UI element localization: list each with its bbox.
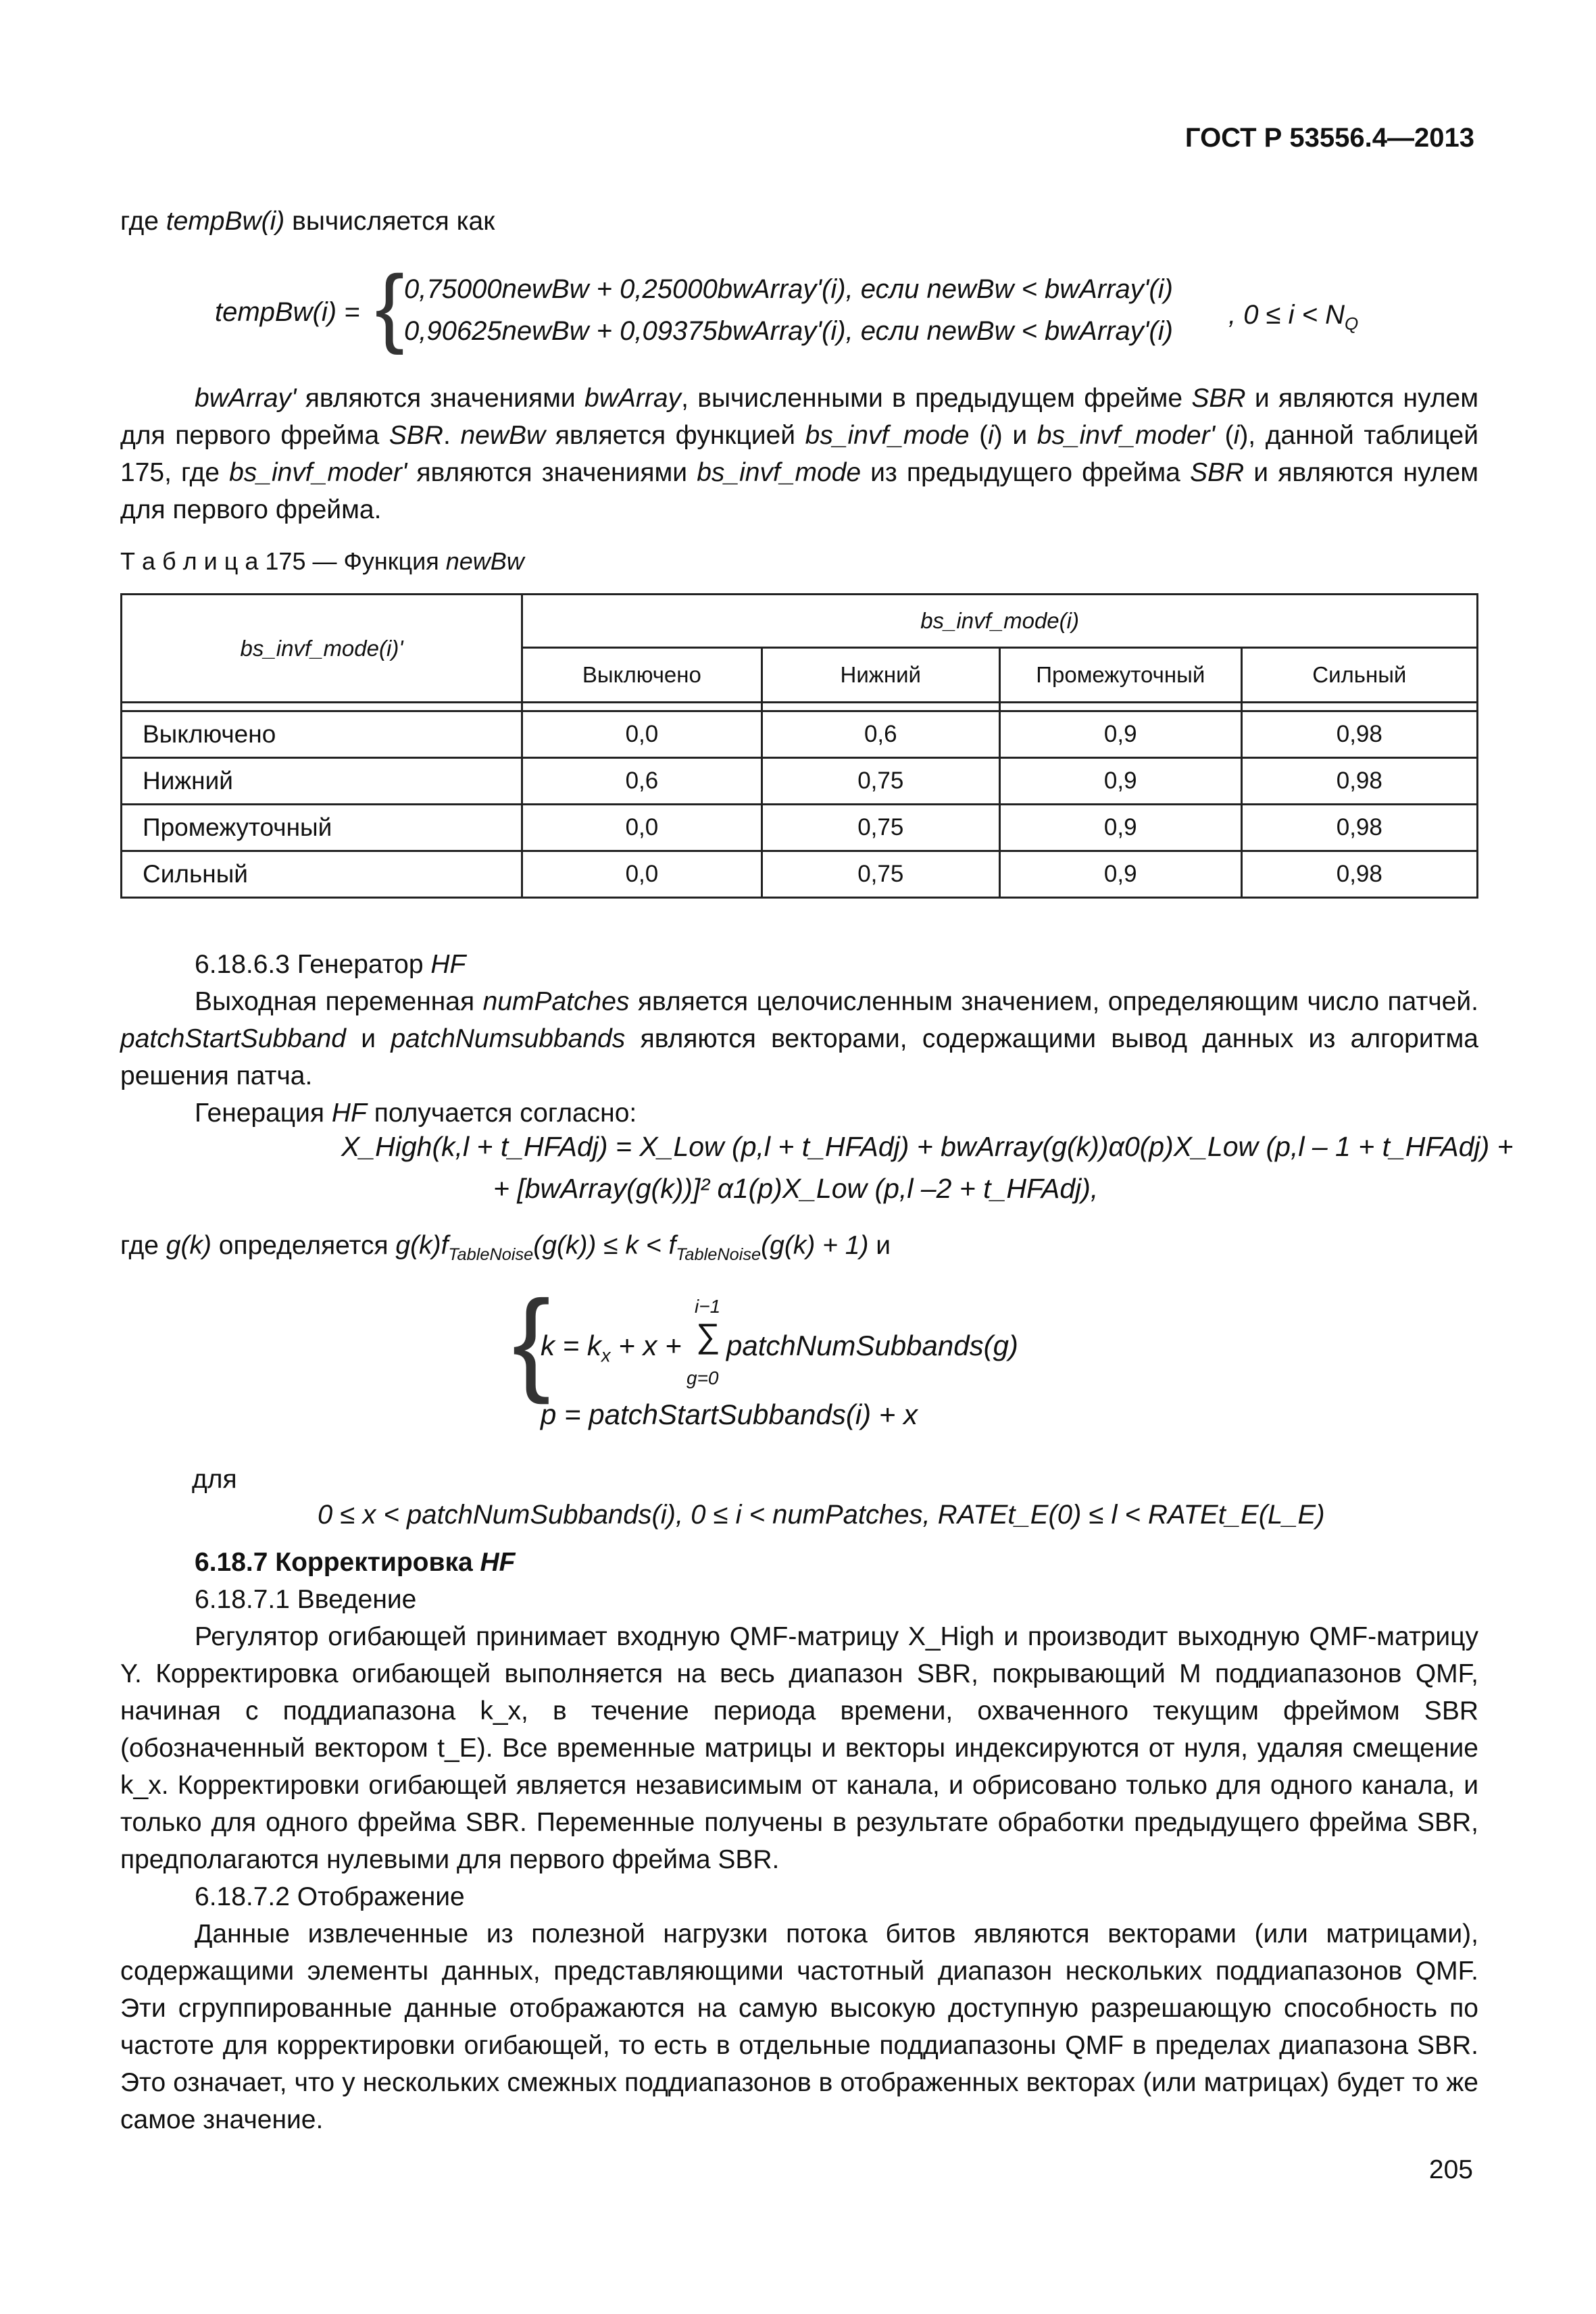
section-heading bbox=[120, 946, 1478, 983]
table-caption bbox=[120, 547, 524, 576]
var-bwarray: bwArray bbox=[584, 384, 682, 413]
intro-text: где bbox=[120, 207, 166, 236]
table-cell: 0,9 bbox=[999, 851, 1241, 898]
xhigh-formula-line1: X_High(k,l + t_HFAdj) = X_Low (p,l + t_HFAdj) + bwArray(g(k))α0(p)X_Low (p,l – 1 + t_HFAdj) + bbox=[341, 1131, 1514, 1162]
var-bwarray-prime: bwArray' bbox=[195, 384, 297, 413]
table-caption-label: Т а б л и ц а 175 — Функция bbox=[120, 547, 446, 575]
tempbw-condition bbox=[1228, 300, 1358, 334]
column-header: Выключено bbox=[522, 648, 762, 703]
text: и bbox=[345, 1024, 391, 1053]
xhigh-formula-line2: + [bwArray(g(k))]² α1(p)X_Low (p,l –2 + t_HFAdj), bbox=[493, 1173, 1099, 1204]
system-line2: p = patchStartSubbands(i) + x bbox=[541, 1399, 918, 1430]
for-word: для bbox=[192, 1465, 237, 1494]
table-cell: 0,98 bbox=[1241, 711, 1477, 758]
system-brace: { bbox=[512, 1277, 551, 1405]
expr: (g(k) + 1) bbox=[761, 1231, 869, 1260]
var-bs-invf-moder: bs_invf_moder' bbox=[1037, 421, 1216, 450]
row-label: Нижний bbox=[122, 758, 522, 805]
paragraph-mapping: Данные извлеченные из полезной нагрузки потока битов являются векторами (или матрицами), содержащими элементы данных, представляющими частотный диапазон нескольких поддиапазонов QMF. Эти сгруппированные данные отображаются на самую высокую доступную разрешающую способность по частоте для корректировки огибающей, то есть в отдельные поддиапазоны QMF в пределах диапазона SBR. Это означает, что у нескольких смежных поддиапазонов в отображенных векторах (или матрицах) будет то же самое значение. bbox=[120, 1919, 1478, 2134]
var-sbr: SBR bbox=[1189, 458, 1245, 487]
text: и являются нулем для первого фрейма bbox=[120, 384, 1479, 450]
tempbw-line1: 0,75000newBw + 0,25000bwArray'(i), если newBw < bwArray'(i) bbox=[404, 274, 1173, 304]
text: ), данной таблицей 175, где bbox=[120, 421, 1478, 487]
text: + x + bbox=[610, 1330, 682, 1361]
heading-var: HF bbox=[480, 1548, 516, 1577]
table-separator bbox=[122, 703, 1478, 711]
text: и являются нулем для первого фрейма. bbox=[120, 458, 1479, 524]
table-cell: 0,9 bbox=[999, 805, 1241, 851]
table-cell: 0,75 bbox=[762, 758, 999, 805]
heading-text: 6.18.6.3 Генератор bbox=[195, 950, 431, 979]
text: являются значениями bbox=[407, 458, 697, 487]
var-i: i bbox=[1233, 421, 1240, 450]
var-hf: HF bbox=[331, 1099, 367, 1128]
table-cell: 0,0 bbox=[522, 805, 762, 851]
section-heading bbox=[120, 1544, 1478, 1581]
table-header-row bbox=[122, 595, 1478, 648]
var-patchnumsubbands: patchNumsubbands bbox=[391, 1024, 626, 1053]
var-newbw: newBw bbox=[460, 421, 546, 450]
table-row bbox=[122, 711, 1478, 758]
intro-variable: tempBw(i) bbox=[166, 207, 285, 236]
subsection-heading: 6.18.7.2 Отображение bbox=[195, 1882, 465, 1911]
table-175 bbox=[120, 593, 1478, 899]
tempbw-line2: 0,90625newBw + 0,09375bwArray'(i), если newBw < bwArray'(i) bbox=[404, 316, 1173, 346]
table-cell: 0,0 bbox=[522, 711, 762, 758]
table-cell: 0,98 bbox=[1241, 851, 1477, 898]
row-label: Промежуточный bbox=[122, 805, 522, 851]
column-header: Нижний bbox=[762, 648, 999, 703]
var-sbr: SBR bbox=[1191, 384, 1246, 413]
var-sbr: SBR bbox=[389, 421, 443, 450]
heading-text: 6.18.7 Корректировка bbox=[195, 1548, 480, 1577]
table-cell: 0,0 bbox=[522, 851, 762, 898]
expr: (g(k)) ≤ k < f bbox=[533, 1231, 676, 1260]
system-line1-right: patchNumSubbands(g) bbox=[726, 1330, 1018, 1361]
text: ( bbox=[1215, 421, 1234, 450]
var-patchstartsubband: patchStartSubband bbox=[120, 1024, 346, 1053]
subsection-heading: 6.18.7.1 Введение bbox=[195, 1585, 417, 1614]
section-6-18-6-3 bbox=[120, 946, 1478, 1132]
text: Генерация bbox=[195, 1099, 332, 1128]
row-label: Сильный bbox=[122, 851, 522, 898]
sub: x bbox=[601, 1344, 611, 1366]
table-cell: 0,98 bbox=[1241, 805, 1477, 851]
expr: g(k)f bbox=[395, 1231, 449, 1260]
text: получается согласно: bbox=[366, 1099, 637, 1128]
heading-var: HF bbox=[430, 950, 466, 979]
table-cell: 0,6 bbox=[522, 758, 762, 805]
system-line1-left bbox=[541, 1330, 682, 1366]
text: являются значениями bbox=[296, 384, 585, 413]
table-cell: 0,6 bbox=[762, 711, 999, 758]
var-numpatches: numPatches bbox=[482, 987, 630, 1016]
text: . bbox=[443, 421, 461, 450]
var-bs-invf-moder: bs_invf_moder' bbox=[229, 458, 407, 487]
table-row bbox=[122, 851, 1478, 898]
sum-lower-limit: g=0 bbox=[687, 1367, 719, 1388]
sum-upper-limit: i−1 bbox=[695, 1296, 721, 1317]
text: Выходная переменная bbox=[195, 987, 483, 1016]
text: из предыдущего фрейма bbox=[861, 458, 1190, 487]
table-cell: 0,9 bbox=[999, 711, 1241, 758]
table-cell: 0,9 bbox=[999, 758, 1241, 805]
col-group-title: bs_invf_mode(i) bbox=[522, 595, 1478, 648]
column-header: Сильный bbox=[1241, 648, 1477, 703]
gk-definition bbox=[120, 1231, 891, 1265]
range-formula: 0 ≤ x < patchNumSubbands(i), 0 ≤ i < numPatches, RATEt_E(0) ≤ l < RATEt_E(L_E) bbox=[318, 1500, 1325, 1530]
text: где bbox=[120, 1231, 166, 1260]
table-caption-var: newBw bbox=[445, 547, 524, 575]
row-header-title: bs_invf_mode(i)' bbox=[122, 595, 522, 703]
table-row bbox=[122, 805, 1478, 851]
text: ) и bbox=[993, 421, 1037, 450]
page-number: 205 bbox=[1428, 2155, 1473, 2184]
text: ( bbox=[969, 421, 989, 450]
table-cell: 0,98 bbox=[1241, 758, 1477, 805]
var-gk: g(k) bbox=[166, 1231, 211, 1260]
tempbw-condition-sub: Q bbox=[1345, 313, 1359, 334]
text: являются векторами, содержащими вывод данных из алгоритма решения патча. bbox=[120, 1024, 1478, 1090]
var-bs-invf-mode: bs_invf_mode bbox=[805, 421, 970, 450]
intro-text-end: вычисляется как bbox=[284, 207, 495, 236]
column-header: Промежуточный bbox=[999, 648, 1241, 703]
table-cell: 0,75 bbox=[762, 805, 999, 851]
text: и bbox=[868, 1231, 891, 1260]
section-6-18-7 bbox=[120, 1544, 1478, 2138]
paragraph-intro: Регулятор огибающей принимает входную QMF-матрицу X_High и производит выходную QMF-матрицу Y. Корректировка огибающей выполняется на весь диапазон SBR, покрывающий M поддиапазонов QMF, начиная с поддиапазона k_x, в течение периода времени, охваченного текущим фреймом SBR (обозначенный вектором t_E). Все временные матрицы и векторы индексируются от нуля, удаляя смещение k_x. Корректировки огибающей является независимым от канала, и обрисовано только для одного канала, и только для одного фрейма SBR. Переменные получены в результате обработки предыдущего фрейма SBR, предполагаются нулевыми для первого фрейма SBR. bbox=[120, 1622, 1478, 1874]
paragraph bbox=[120, 983, 1478, 1095]
sum-sign: ∑ bbox=[696, 1317, 720, 1355]
document-id: ГОСТ Р 53556.4—2013 bbox=[1184, 123, 1474, 153]
intro-line bbox=[120, 203, 1478, 240]
sub: TableNoise bbox=[448, 1244, 534, 1264]
text: k = k bbox=[541, 1330, 601, 1361]
text: , вычисленными в предыдущем фрейме bbox=[681, 384, 1192, 413]
paragraph-bwarray bbox=[120, 380, 1478, 528]
text: является функцией bbox=[545, 421, 805, 450]
tempbw-lhs: tempBw(i) = bbox=[215, 297, 360, 327]
paragraph bbox=[120, 1095, 1478, 1132]
table-cell: 0,75 bbox=[762, 851, 999, 898]
text: определяется bbox=[211, 1231, 396, 1260]
row-label: Выключено bbox=[122, 711, 522, 758]
sub: TableNoise bbox=[676, 1244, 762, 1264]
text: является целочисленным значением, определяющим число патчей. bbox=[629, 987, 1478, 1016]
var-bs-invf-mode: bs_invf_mode bbox=[697, 458, 862, 487]
formula-brace: { bbox=[375, 257, 405, 355]
tempbw-condition-text: , 0 ≤ i < N bbox=[1228, 300, 1345, 330]
table-row bbox=[122, 758, 1478, 805]
var-i: i bbox=[988, 421, 994, 450]
